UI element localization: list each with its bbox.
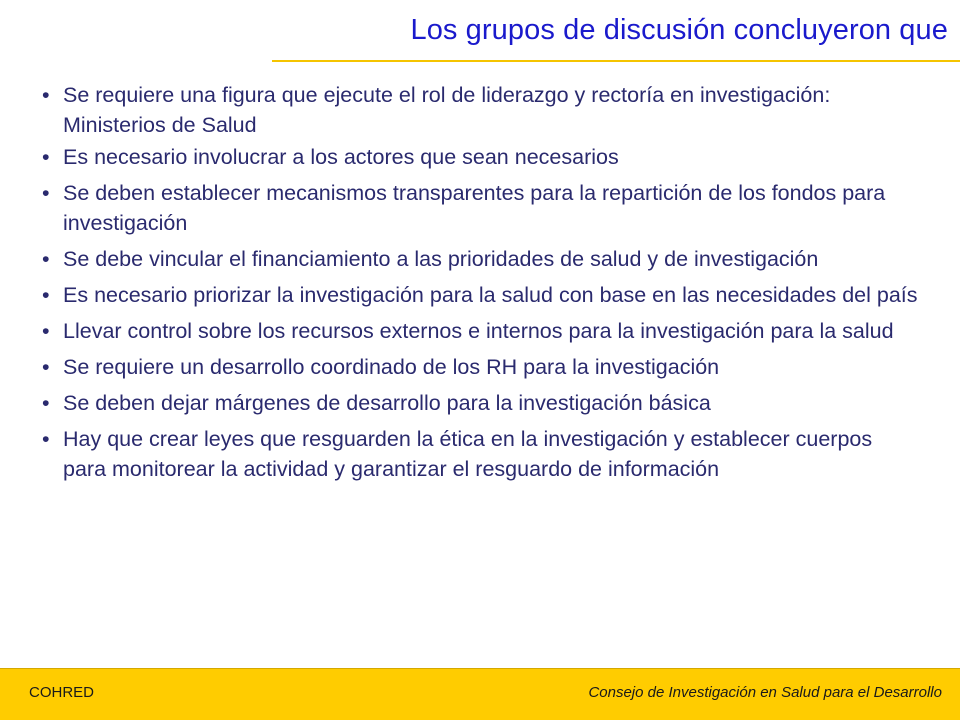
bullet-text: Se deben establecer mecanismos transparentes para la repartición de los fondos para investigación	[63, 181, 886, 235]
bullet-dot: •	[42, 145, 50, 169]
bullet-item	[40, 280, 920, 310]
footer-org-name: Consejo de Investigación en Salud para el Desarrollo	[588, 684, 942, 701]
bullet-item	[40, 142, 920, 172]
bullet-dot: •	[42, 247, 50, 271]
bullet-dot: •	[42, 83, 50, 107]
bullet-item	[40, 178, 920, 238]
bullet-text: Hay que crear leyes que resguarden la ética en la investigación y establecer cuerpos para monitorear la actividad y garantizar el resguardo de información	[63, 427, 873, 481]
bullet-item	[40, 80, 920, 140]
bullet-text: Es necesario priorizar la investigación para la salud con base en las necesidades del país	[63, 283, 918, 307]
bullet-dot: •	[42, 283, 50, 307]
bullet-item	[40, 244, 920, 274]
bullet-dot: •	[42, 427, 50, 451]
title-divider	[272, 60, 960, 62]
bullet-text: Se requiere una figura que ejecute el rol de liderazgo y rectoría en investigación: Ministerios de Salud	[63, 83, 831, 137]
bullet-item	[40, 352, 920, 382]
bullet-dot: •	[42, 181, 50, 205]
footer-bar	[0, 668, 960, 720]
bullet-text: Se deben dejar márgenes de desarrollo para la investigación básica	[63, 391, 711, 415]
bullet-text: Se debe vincular el financiamiento a las prioridades de salud y de investigación	[63, 247, 819, 271]
bullet-dot: •	[42, 391, 50, 415]
bullet-dot: •	[42, 355, 50, 379]
bullet-text: Llevar control sobre los recursos externos e internos para la investigación para la salud	[63, 319, 894, 343]
bullet-dot: •	[42, 319, 50, 343]
slide-title: Los grupos de discusión concluyeron que	[410, 14, 948, 46]
bullet-item	[40, 316, 920, 346]
bullet-item	[40, 388, 920, 418]
bullet-list	[40, 80, 920, 490]
bullet-text: Se requiere un desarrollo coordinado de los RH para la investigación	[63, 355, 720, 379]
footer-org-acronym: COHRED	[29, 684, 95, 701]
bullet-item	[40, 424, 920, 484]
bullet-text: Es necesario involucrar a los actores que sean necesarios	[63, 145, 619, 169]
